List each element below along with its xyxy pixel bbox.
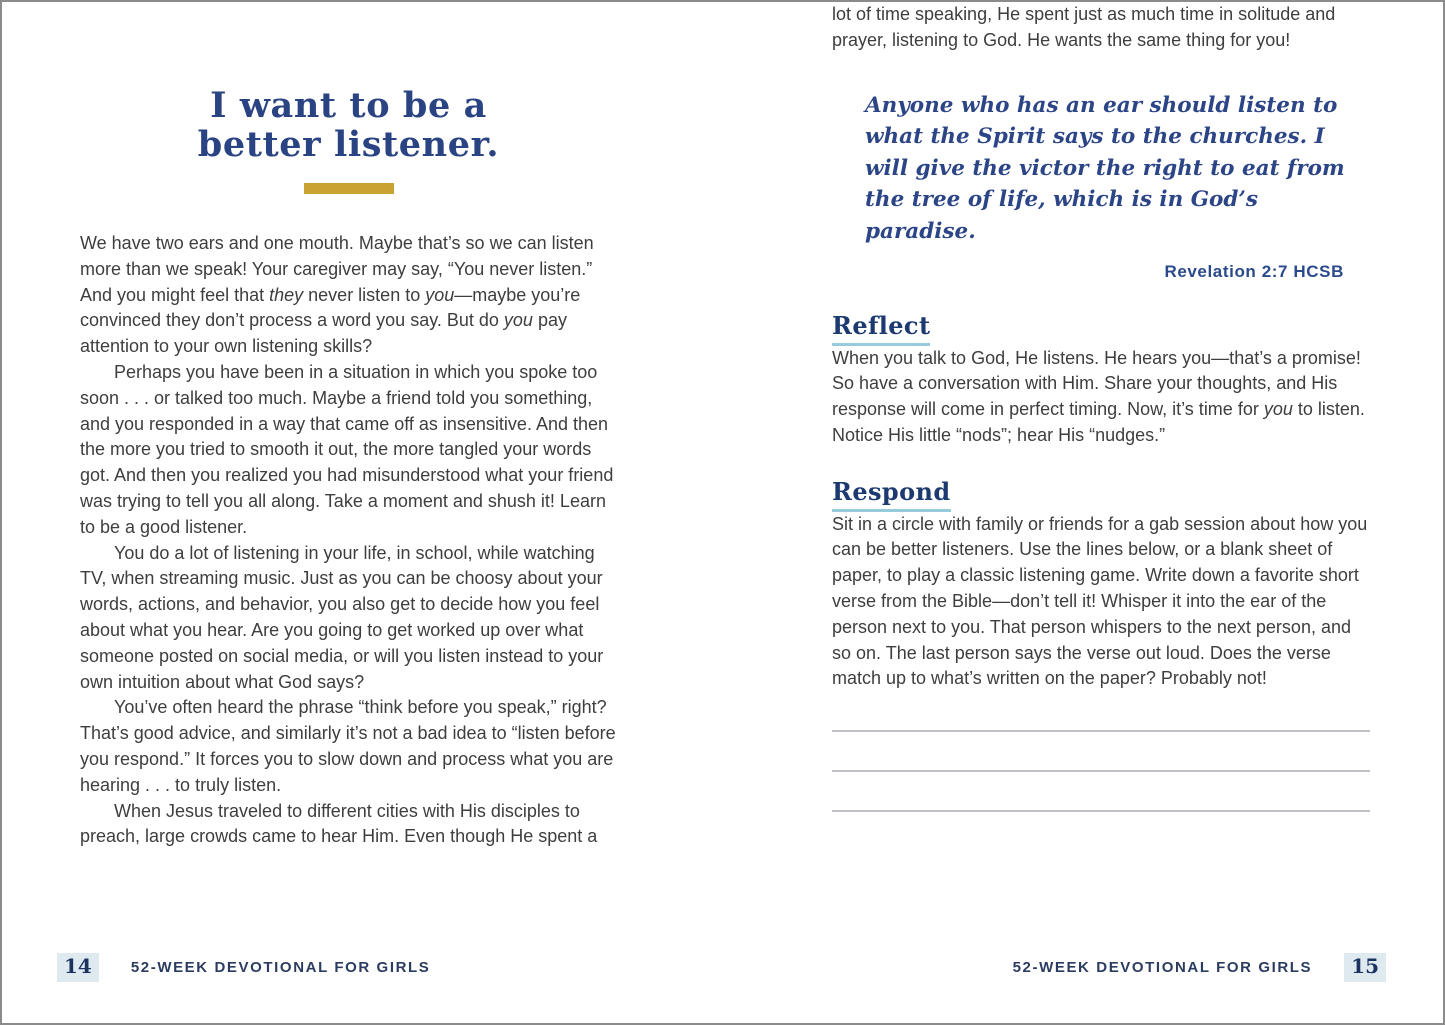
bible-verse-quote: Anyone who has an ear should listen to what the Spirit says to the churches. I will give the victor the right to eat from the tree of life, which is in God’s paradise. [865, 92, 1345, 244]
body-paragraph-continuation: lot of time speaking, He spent just as much time in solitude and prayer, listening to God. He wants the same thing for you! [832, 4, 1336, 50]
verse-reference: Revelation 2:7 HCSB [1164, 262, 1344, 282]
answer-line [832, 730, 1370, 732]
section-heading-reflect: Reflect [832, 313, 930, 346]
body-paragraph: We have two ears and one mouth. Maybe that’s so we can listen more than we speak! Your caregiver may say, “You never listen.” And you might feel that they never listen to you—maybe you’re convinced they don’t process a word you say. But do you pay attention to your own listening skills? [80, 233, 594, 357]
page-number: 15 [1344, 953, 1386, 982]
answer-line [832, 770, 1370, 772]
chapter-title-line-2: better listener. [197, 124, 500, 165]
answer-lines [832, 730, 1370, 812]
book-title-footer: 52-WEEK DEVOTIONAL FOR GIRLS [130, 959, 431, 976]
respond-paragraph: Sit in a circle with family or friends for a gab session about how you can be better listeners. Use the lines below, or a blank sheet of paper, to play a classic listening game. Write down a favorite short verse from the Bible—don’t tell it! Whisper it into the ear of the person next to you. That person whispers to the next person, and so on. The last person says the verse out loud. Does the verse match up to what’s written on the paper? Probably not! [832, 513, 1368, 689]
book-title-footer: 52-WEEK DEVOTIONAL FOR GIRLS [1012, 959, 1313, 976]
chapter-title-line-1: I want to be a [210, 85, 487, 126]
gold-divider [304, 183, 394, 194]
chapter-title [80, 86, 617, 164]
body-paragraph: You do a lot of listening in your life, in school, while watching TV, when streaming music. Just as you can be choosy about your words, actions, and behavior, you also get to decide how you feel about what you hear. Are you going to get worked up over what someone posted on social media, or will you listen instead to your own intuition about what God says? [80, 542, 604, 692]
footer-right [1013, 953, 1386, 982]
reflect-paragraph: When you talk to God, He listens. He hears you—that’s a promise! So have a conversation with Him. Share your thoughts, and His response will come in perfect timing. Now, it’s time for you to listen. Notice His little “nods”; hear His “nudges.” [832, 347, 1365, 446]
left-page [80, 2, 617, 850]
section-heading-respond: Respond [832, 479, 951, 512]
footer-left [57, 953, 430, 982]
body-paragraph: When Jesus traveled to different cities with His disciples to preach, large crowds came to hear Him. Even though He spent a [80, 800, 598, 847]
body-paragraph: You’ve often heard the phrase “think before you speak,” right? That’s good advice, and similarly it’s not a bad idea to “listen before you respond.” It forces you to slow down and process what you are hearing . . . to truly listen. [80, 697, 616, 795]
answer-line [832, 810, 1370, 812]
left-page-body [80, 231, 617, 850]
right-page-body [832, 2, 1370, 812]
page-number: 14 [57, 953, 99, 982]
body-paragraph: Perhaps you have been in a situation in which you spoke too soon . . . or talked too much. Maybe a friend told you something, and you responded in a way that came off as insensitive. And then the more you tried to smooth it out, the more tangled your words got. And then you realized you had misunderstood what your friend was trying to tell you all along. Take a moment and shush it! Learn to be a good listener. [80, 361, 614, 537]
right-page [832, 2, 1370, 812]
